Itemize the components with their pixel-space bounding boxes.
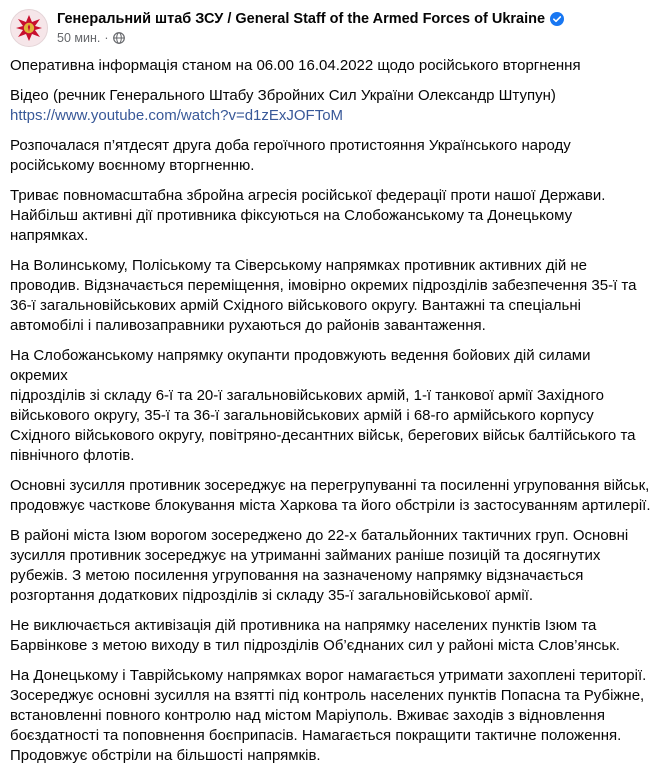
globe-icon[interactable] (113, 32, 125, 44)
post-sub-row (57, 30, 564, 46)
post-meta (57, 10, 564, 46)
paragraph-aggression: Триває повномасштабна збройна агресія російської федерації проти нашої Держави. Найбільш активні дії противника фіксуються на Слобожанському та Донецькому напрямках. (10, 187, 606, 244)
armed-forces-emblem-icon (14, 13, 44, 43)
verified-badge-icon (550, 12, 564, 26)
post-body (8, 56, 657, 766)
video-line: Відео (речник Генерального Штабу Збройних Сил України Олександр Штупун) (10, 87, 556, 104)
post-timestamp-link[interactable]: 50 мин. (57, 31, 101, 45)
separator-dot: · (104, 31, 109, 45)
paragraph-kharkiv: Основні зусилля противник зосереджує на перегрупуванні та посиленні угруповання військ, продовжує часткове блокування міста Харкова та його обстріли із застосуванням артилерії. (10, 477, 651, 514)
paragraph-barvinkove: Не виключається активізація дій противника на напрямку населених пунктів Ізюм та Барвінкове з метою виходу в тил підрозділів Об’єднаних сил у районі міста Слов’янськ. (10, 617, 620, 654)
paragraph-donetsk-tavria: На Донецькому і Таврійському напрямках ворог намагається утримати захоплені території. Зосереджує основні зусилля на взятті під контроль населених пунктів Попасна та Рубіжне, встановленні повного контролю над містом Маріуполь. Вживає заходів з відновлення боєздатності та поповнення боєприпасів. Намагається покращити тактичне положення. Продовжує обстріли на більшості напрямків. (10, 667, 647, 764)
post-header (8, 0, 657, 56)
youtube-link[interactable]: https://www.youtube.com/watch?v=d1zExJOFToM (10, 107, 344, 124)
avatar[interactable] (10, 9, 48, 47)
author-row (57, 10, 564, 28)
paragraph-slobozhanskyi: На Слобожанському напрямку окупанти продовжують ведення бойових дій силами окремих підрозділів зі складу 6-ї та 20-ї загальновійськових армій, 1-ї танкової армії Західного військового округу, 35-ї та 36-ї загальновійськових армій і 68-го армійського корпусу Східного військового округу, повітряно-десантних військ, берегових військ балтійського та північного флотів. (10, 347, 636, 464)
author-name-link[interactable]: Генеральний штаб ЗСУ / General Staff of the Armed Forces of Ukraine (57, 11, 546, 27)
paragraph-izium: В районі міста Ізюм ворогом зосереджено до 22-х батальйонних тактичних груп. Основні зусилля противник зосереджує на утриманні займаних раніше позицій та досягнутих рубежів. З метою посилення угруповання на зазначеному напрямку відзначається розгортання додаткових підрозділів зі складу 35-ї загальновійськової армії. (10, 527, 629, 604)
paragraph-volyn-polissia: На Волинському, Поліському та Сіверському напрямках противник активних дій не проводив. Відзначається переміщення, імовірно окремих підрозділів забезпечення 35-ї та 36-ї загальновійськових армій Східного військового округу. Вантажні та спеціальні автомобілі і паливозаправники рухаються до районів завантаження. (10, 257, 637, 334)
paragraph-day-count: Розпочалася п’ятдесят друга доба героїчного протистояння Українського народу російському воєнному вторгненню. (10, 137, 571, 174)
post-title-line: Оперативна інформація станом на 06.00 16.04.2022 щодо російського вторгнення (10, 57, 581, 74)
